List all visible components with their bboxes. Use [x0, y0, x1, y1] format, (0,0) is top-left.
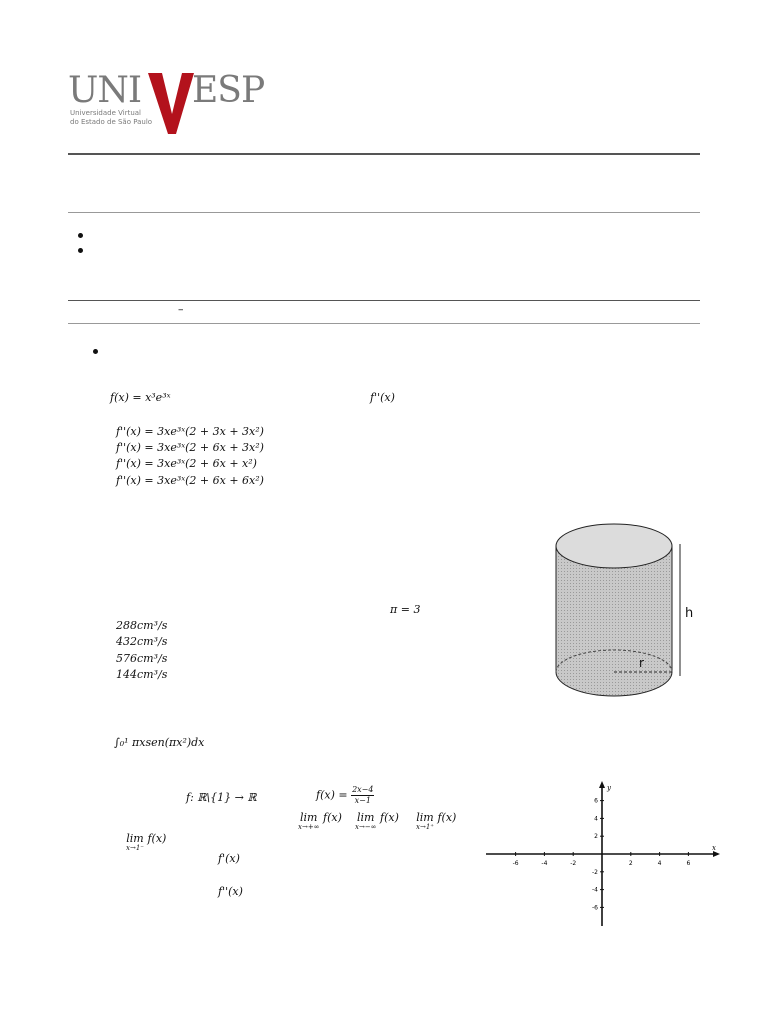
lim-sub: x→1⁻	[126, 844, 144, 852]
y-tick-label: -4	[592, 886, 598, 894]
header-rule	[68, 153, 700, 155]
lim-sub: x→−∞	[355, 823, 377, 831]
cylinder-top	[556, 524, 672, 568]
q4-function	[316, 786, 374, 805]
bullet	[78, 248, 83, 253]
univesp-logo	[66, 66, 265, 136]
bullet	[93, 349, 98, 354]
x-axis-label: x	[712, 844, 716, 852]
lim-expr: f(x)	[147, 832, 167, 845]
q2-option-a: 288cm³/s	[116, 619, 168, 632]
section-rule-3	[68, 323, 700, 324]
y-tick-label: -2	[592, 868, 598, 876]
q4-limit-one-minus	[126, 833, 166, 852]
q4-limit-plus-inf	[298, 812, 342, 831]
x-tick-label: 6	[686, 860, 691, 867]
radius-label: r	[639, 656, 644, 670]
q1-option-a: f''(x) = 3xe³ˣ(2 + 3x + 3x²)	[116, 425, 264, 438]
y-tick-label: 4	[594, 815, 598, 823]
q3-integral: ∫₀¹ πxsen(πx²)dx	[114, 736, 205, 749]
lim-word: lim	[357, 811, 375, 824]
lim-word: lim	[416, 811, 434, 824]
q2-option-c: 576cm³/s	[116, 652, 168, 665]
y-tick-label: 2	[594, 833, 598, 841]
q1-option-b: f''(x) = 3xe³ˣ(2 + 6x + 3x²)	[116, 441, 264, 454]
x-tick-label: -2	[570, 860, 577, 867]
q4-domain: f: ℝ\{1} → ℝ	[186, 791, 257, 804]
q4-fraction-numerator: 2x−4	[352, 785, 374, 794]
q1-option-c: f''(x) = 3xe³ˣ(2 + 6x + x²)	[116, 457, 257, 470]
q4-fraction	[351, 786, 374, 805]
q4-function-lhs: f(x) =	[316, 788, 348, 802]
section-rule-2	[68, 300, 700, 301]
x-tick-label: -4	[541, 860, 548, 867]
lim-expr: f(x)	[323, 811, 342, 824]
logo-wordmark-right: ESP	[192, 70, 265, 111]
q2-option-b: 432cm³/s	[116, 635, 168, 648]
section-rule-1	[68, 212, 700, 213]
cylinder-figure	[552, 520, 702, 700]
lim-sub: x→+∞	[298, 823, 320, 831]
q4-fraction-denominator: x−1	[354, 796, 371, 805]
q2-option-d: 144cm³/s	[116, 668, 168, 681]
lim-sub: x→1⁺	[416, 823, 434, 831]
q1-ask: f''(x)	[370, 391, 395, 404]
height-label: h	[685, 606, 694, 621]
q4-second-derivative: f''(x)	[218, 885, 243, 898]
stray-dash: –	[178, 303, 184, 316]
x-tick-label: -6	[512, 860, 519, 867]
bullet	[78, 233, 83, 238]
lim-word: lim	[300, 811, 318, 824]
q1-function: f(x) = x³e³ˣ	[110, 391, 171, 404]
logo-subtitle-1: Universidade Virtual	[70, 109, 142, 117]
x-tick-label: 4	[657, 860, 662, 867]
logo-v-mark	[148, 73, 194, 134]
q4-first-derivative: f'(x)	[218, 852, 240, 865]
x-tick-label: 2	[628, 860, 633, 867]
lim-expr: f(x)	[437, 811, 457, 824]
logo-wordmark-left: UNI	[68, 70, 142, 111]
coordinate-axes	[484, 778, 724, 930]
lim-expr: f(x)	[380, 811, 399, 824]
y-axis-label: y	[607, 784, 611, 792]
q4-limit-minus-inf	[355, 812, 399, 831]
q4-limit-one-plus	[416, 812, 456, 831]
q1-option-d: f''(x) = 3xe³ˣ(2 + 6x + 6x²)	[116, 474, 264, 487]
logo-subtitle-2: do Estado de São Paulo	[70, 118, 153, 126]
q2-pi-value: π = 3	[390, 603, 421, 616]
lim-word: lim	[126, 832, 144, 845]
y-tick-label: -6	[592, 904, 598, 912]
y-axis-arrow-icon	[599, 781, 605, 788]
y-tick-label: 6	[594, 797, 598, 805]
